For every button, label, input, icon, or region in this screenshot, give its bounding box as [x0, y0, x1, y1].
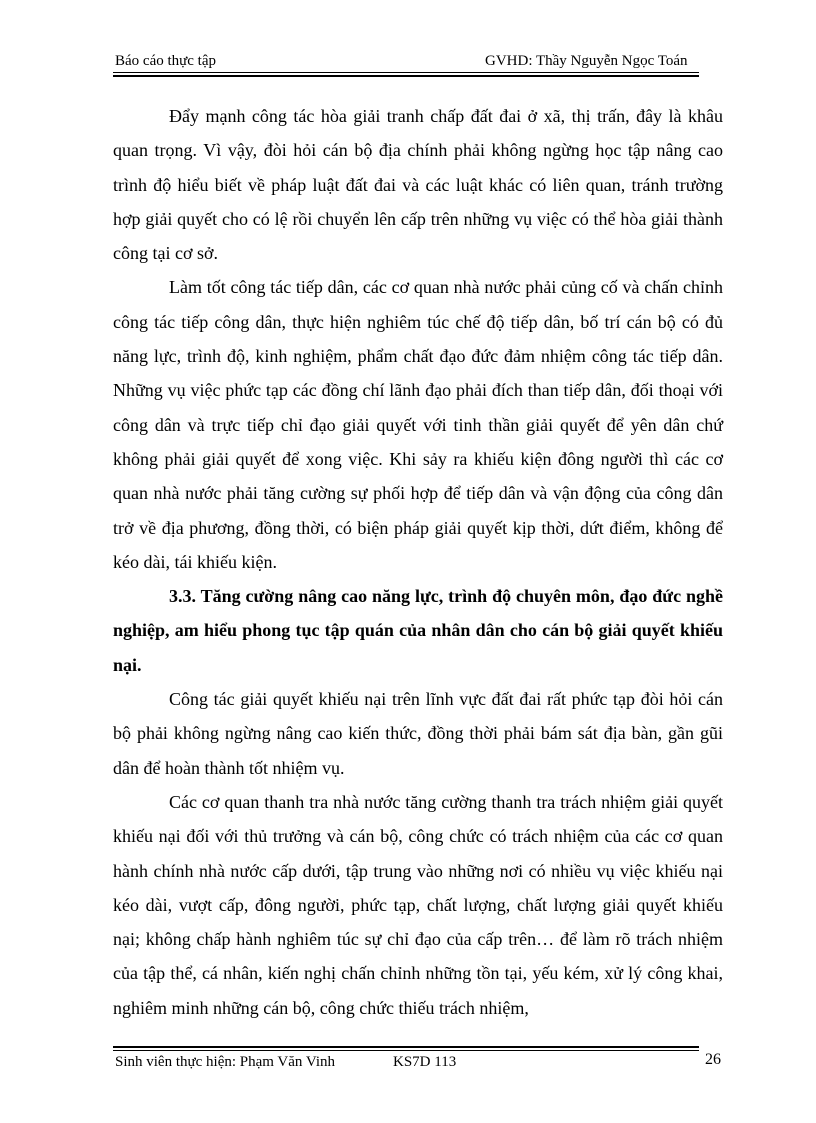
page-number: 26: [705, 1051, 721, 1068]
footer-class-code: KS7D 113: [393, 1054, 457, 1070]
footer-student-info: [115, 1053, 456, 1071]
footer-student-name: Sinh viên thực hiện: Phạm Văn Vinh: [115, 1054, 335, 1070]
paragraph-complaint-resolution: Công tác giải quyết khiếu nại trên lĩnh vực đất đai rất phức tạp đòi hỏi cán bộ phải không ngừng nâng cao kiến thức, đồng thời phải bám sát địa bàn, gần gũi dân để hoàn thành tốt nhiệm vụ.: [113, 689, 723, 778]
paragraph-inspection: Các cơ quan thanh tra nhà nước tăng cường thanh tra trách nhiệm giải quyết khiếu nại đối với thủ trưởng và cán bộ, công chức có trách nhiệm của các cơ quan hành chính nhà nước cấp dưới, tập trung vào những nơi có nhiều vụ việc khiếu nại kéo dài, vượt cấp, đông người, phức tạp, chất lượng, chất lượng giải quyết khiếu nại; không chấp hành nghiêm túc sự chỉ đạo của cấp trên… để làm rõ trách nhiệm của tập thể, cá nhân, kiến nghị chấn chỉnh những tồn tại, yếu kém, xử lý công khai, nghiêm minh những cán bộ, công chức thiếu trách nhiệm,: [113, 791, 723, 1018]
paragraph-citizen-reception: Làm tốt công tác tiếp dân, các cơ quan nhà nước phải củng cố và chấn chỉnh công tác tiếp công dân, thực hiện nghiêm túc chế độ tiếp dân, bố trí cán bộ có đủ năng lực, trình độ, kinh nghiệm, phẩm chất đạo đức đảm nhiệm công tác tiếp dân. Những vụ việc phức tạp các đồng chí lãnh đạo phải đích than tiếp dân, đối thoại với công dân và trực tiếp chỉ đạo giải quyết với tinh thần giải quyết để yên dân chứ không phải giải quyết để xong việc. Khi sảy ra khiếu kiện đông người thì các cơ quan nhà nước phải tăng cường sự phối hợp để tiếp dân và vận động của công dân trở về địa phương, đồng thời, có biện pháp giải quyết kịp thời, dứt điểm, không để kéo dài, tái khiếu kiện.: [113, 277, 723, 572]
header-supervisor: GVHD: Thầy Nguyễn Ngọc Toán: [485, 53, 688, 69]
paragraph-mediation: Đẩy mạnh công tác hòa giải tranh chấp đất đai ở xã, thị trấn, đây là khâu quan trọng. Vì vậy, đòi hỏi cán bộ địa chính phải không ngừng học tập nâng cao trình độ hiểu biết về pháp luật đất đai và các luật khác có liên quan, tránh trường hợp giải quyết cho có lệ rồi chuyển lên cấp trên những vụ việc có thể hòa giải thành công tại cơ sở.: [113, 106, 723, 264]
section-heading-3-3: 3.3. Tăng cường nâng cao năng lực, trình độ chuyên môn, đạo đức nghề nghiệp, am hiểu phong tục tập quán của nhân dân cho cán bộ giải quyết khiếu nại.: [113, 586, 723, 675]
header-report-title: Báo cáo thực tập: [115, 53, 217, 69]
document-body: [113, 99, 723, 1025]
